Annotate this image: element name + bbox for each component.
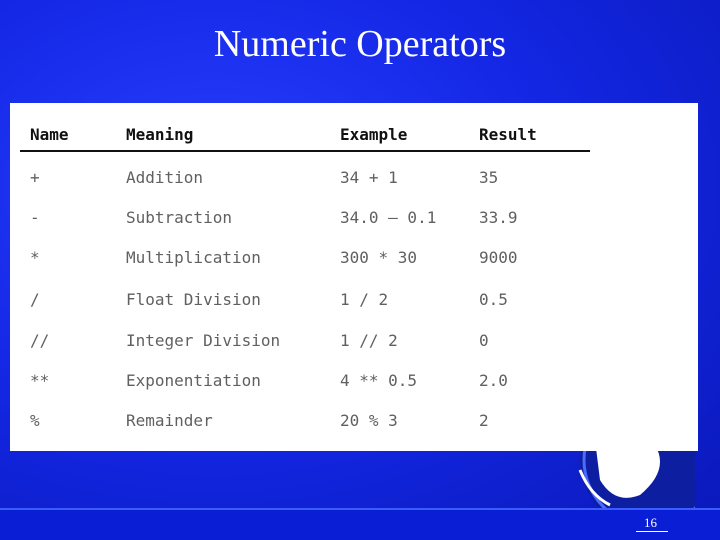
operator-meaning: Multiplication — [126, 248, 261, 267]
operator-result: 0 — [479, 331, 489, 350]
operator-symbol: + — [30, 168, 40, 187]
page-number: 16 — [644, 515, 657, 530]
operator-meaning: Exponentiation — [126, 371, 261, 390]
operator-symbol: / — [30, 290, 40, 309]
operator-example: 20 % 3 — [340, 411, 398, 430]
operator-result: 33.9 — [479, 208, 518, 227]
operator-result: 2.0 — [479, 371, 508, 390]
operator-example: 300 * 30 — [340, 248, 418, 267]
operator-example: 1 // 2 — [340, 331, 398, 350]
operator-result: 9000 — [479, 248, 518, 267]
footer-bar — [0, 510, 720, 540]
operators-table — [10, 103, 698, 451]
header-divider — [20, 150, 590, 152]
table-row — [10, 208, 698, 232]
operator-meaning: Integer Division — [126, 331, 281, 350]
page-number-underline — [636, 531, 668, 532]
header-name: Name — [30, 125, 69, 144]
operator-example: 1 / 2 — [340, 290, 389, 309]
table-row — [10, 168, 698, 192]
operator-example: 34.0 – 0.1 — [340, 208, 437, 227]
table-row — [10, 411, 698, 435]
slide-title: Numeric Operators — [213, 23, 507, 65]
operator-symbol: // — [30, 331, 50, 350]
operator-result: 2 — [479, 411, 489, 430]
operator-meaning: Addition — [126, 168, 204, 187]
operator-result: 0.5 — [479, 290, 508, 309]
header-meaning: Meaning — [126, 125, 194, 144]
table-row — [10, 248, 698, 272]
table-row — [10, 290, 698, 314]
table-row — [10, 331, 698, 355]
table-header — [10, 125, 698, 149]
operator-symbol: % — [30, 411, 40, 430]
operator-result: 35 — [479, 168, 499, 187]
header-example: Example — [340, 125, 408, 144]
operator-meaning: Subtraction — [126, 208, 232, 227]
operator-meaning: Float Division — [126, 290, 261, 309]
operator-example: 34 + 1 — [340, 168, 398, 187]
operator-symbol: - — [30, 208, 40, 227]
operator-meaning: Remainder — [126, 411, 213, 430]
operator-example: 4 ** 0.5 — [340, 371, 418, 390]
header-result: Result — [479, 125, 537, 144]
table-row — [10, 371, 698, 395]
operator-symbol: ** — [30, 371, 50, 390]
operator-symbol: * — [30, 248, 40, 267]
